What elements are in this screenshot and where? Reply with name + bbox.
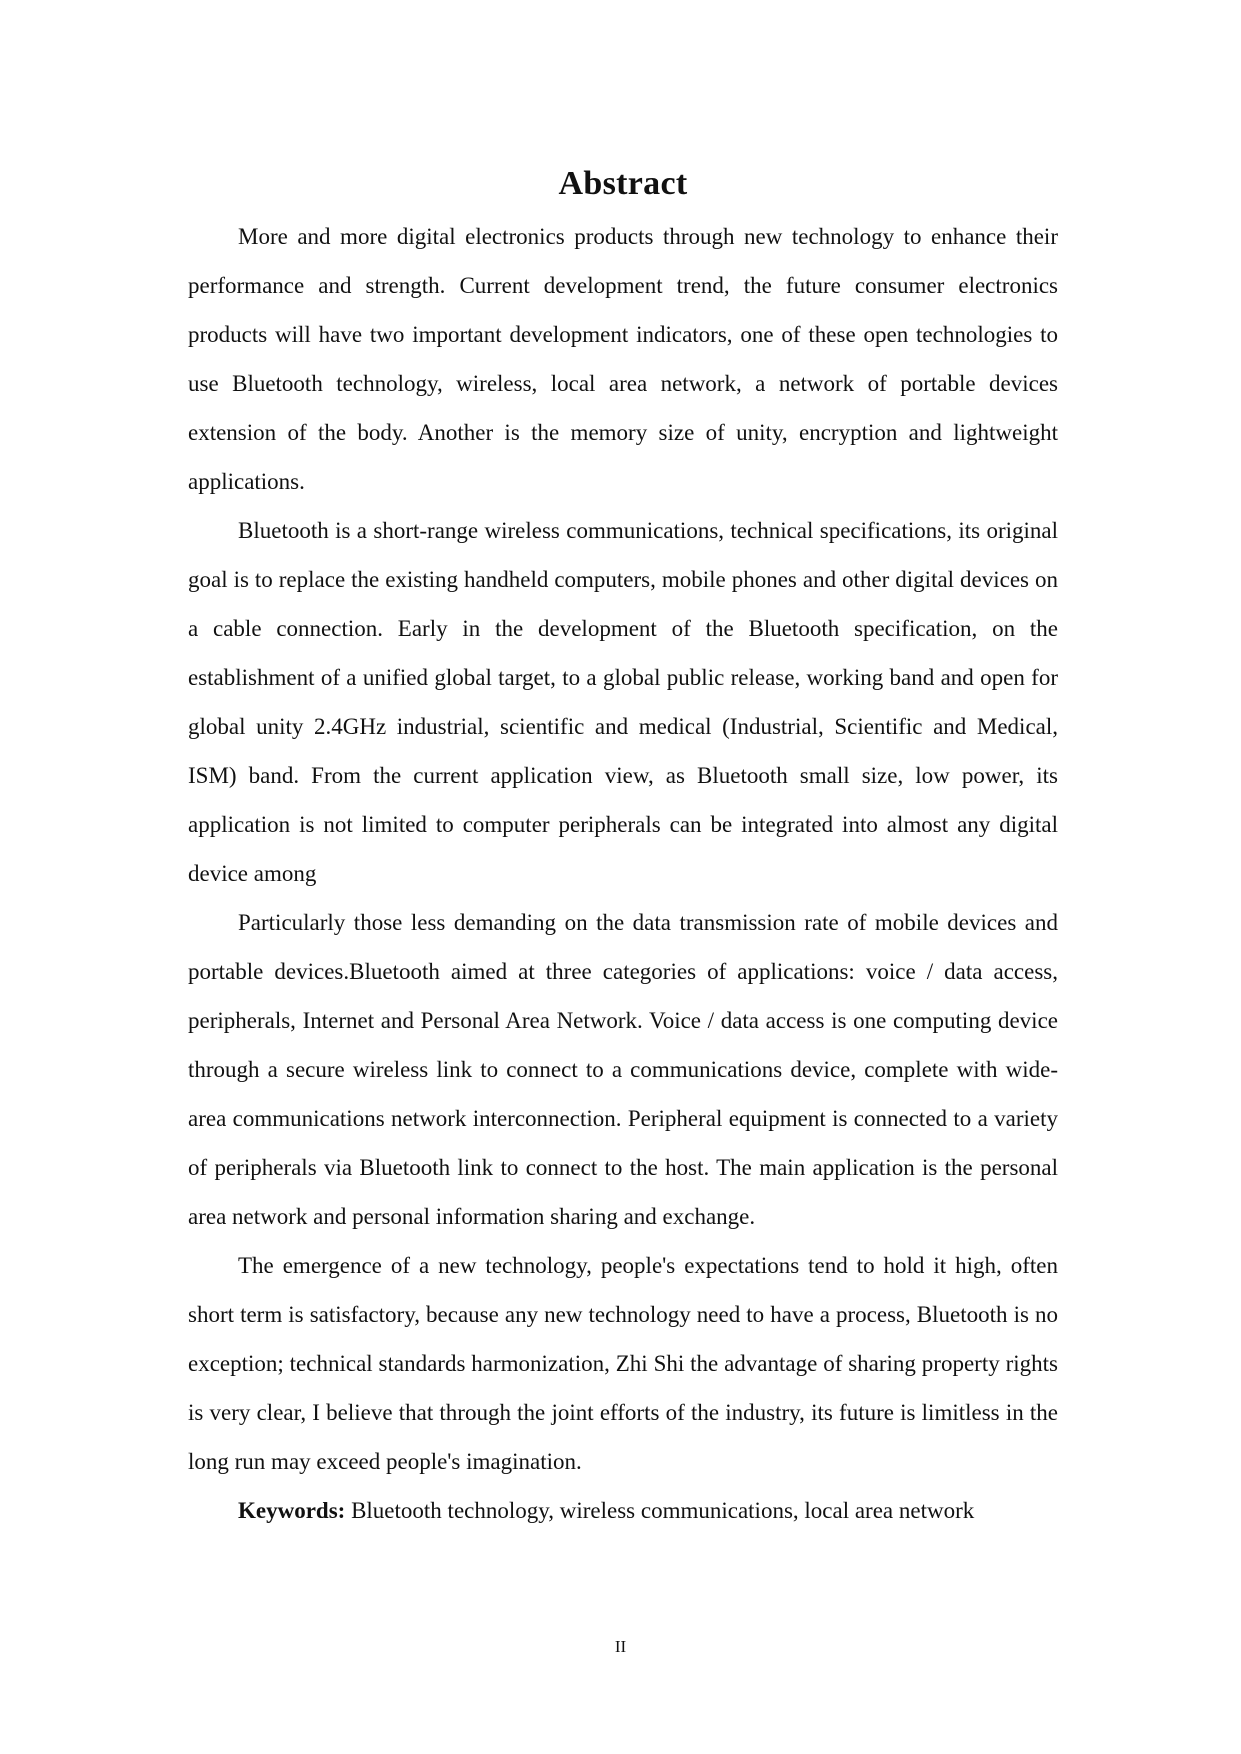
- abstract-paragraph-2: Bluetooth is a short-range wireless communications, technical specifications, its original goal is to replace the existing handheld computers, mobile phones and other digital devices on a cable connection. Early in the development of the Bluetooth specification, on the establishment of a unified global target, to a global public release, working band and open for global unity 2.4GHz industrial, scientific and medical (Industrial, Scientific and Medical, ISM) band. From the current application view, as Bluetooth small size, low power, its application is not limited to computer peripherals can be integrated into almost any digital device among: [188, 518, 1058, 886]
- abstract-section: [188, 160, 1058, 1535]
- abstract-paragraph-3: Particularly those less demanding on the data transmission rate of mobile devices and portable devices.Bluetooth aimed at three categories of applications: voice / data access, peripherals, Internet and Personal Area Network. Voice / data access is one computing device through a secure wireless link to connect to a communications device, complete with wide-area communications network interconnection. Peripheral equipment is connected to a variety of peripherals via Bluetooth link to connect to the host. The main application is the personal area network and personal information sharing and exchange.: [188, 910, 1058, 1229]
- abstract-paragraph-1: More and more digital electronics products through new technology to enhance their performance and strength. Current development trend, the future consumer electronics products will have two important development indicators, one of these open technologies to use Bluetooth technology, wireless, local area network, a network of portable devices extension of the body. Another is the memory size of unity, encryption and lightweight applications.: [188, 224, 1058, 494]
- keywords-label: Keywords:: [238, 1498, 346, 1523]
- page-number: II: [614, 1637, 627, 1656]
- page-title: Abstract: [558, 165, 688, 202]
- keywords-line: [188, 1486, 1058, 1535]
- abstract-paragraph-4: The emergence of a new technology, people's expectations tend to hold it high, often short term is satisfactory, because any new technology need to have a process, Bluetooth is no exception; technical standards harmonization, Zhi Shi the advantage of sharing property rights is very clear, I believe that through the joint efforts of the industry, its future is limitless in the long run may exceed people's imagination.: [188, 1253, 1058, 1474]
- keywords-text: Bluetooth technology, wireless communications, local area network: [345, 1498, 975, 1523]
